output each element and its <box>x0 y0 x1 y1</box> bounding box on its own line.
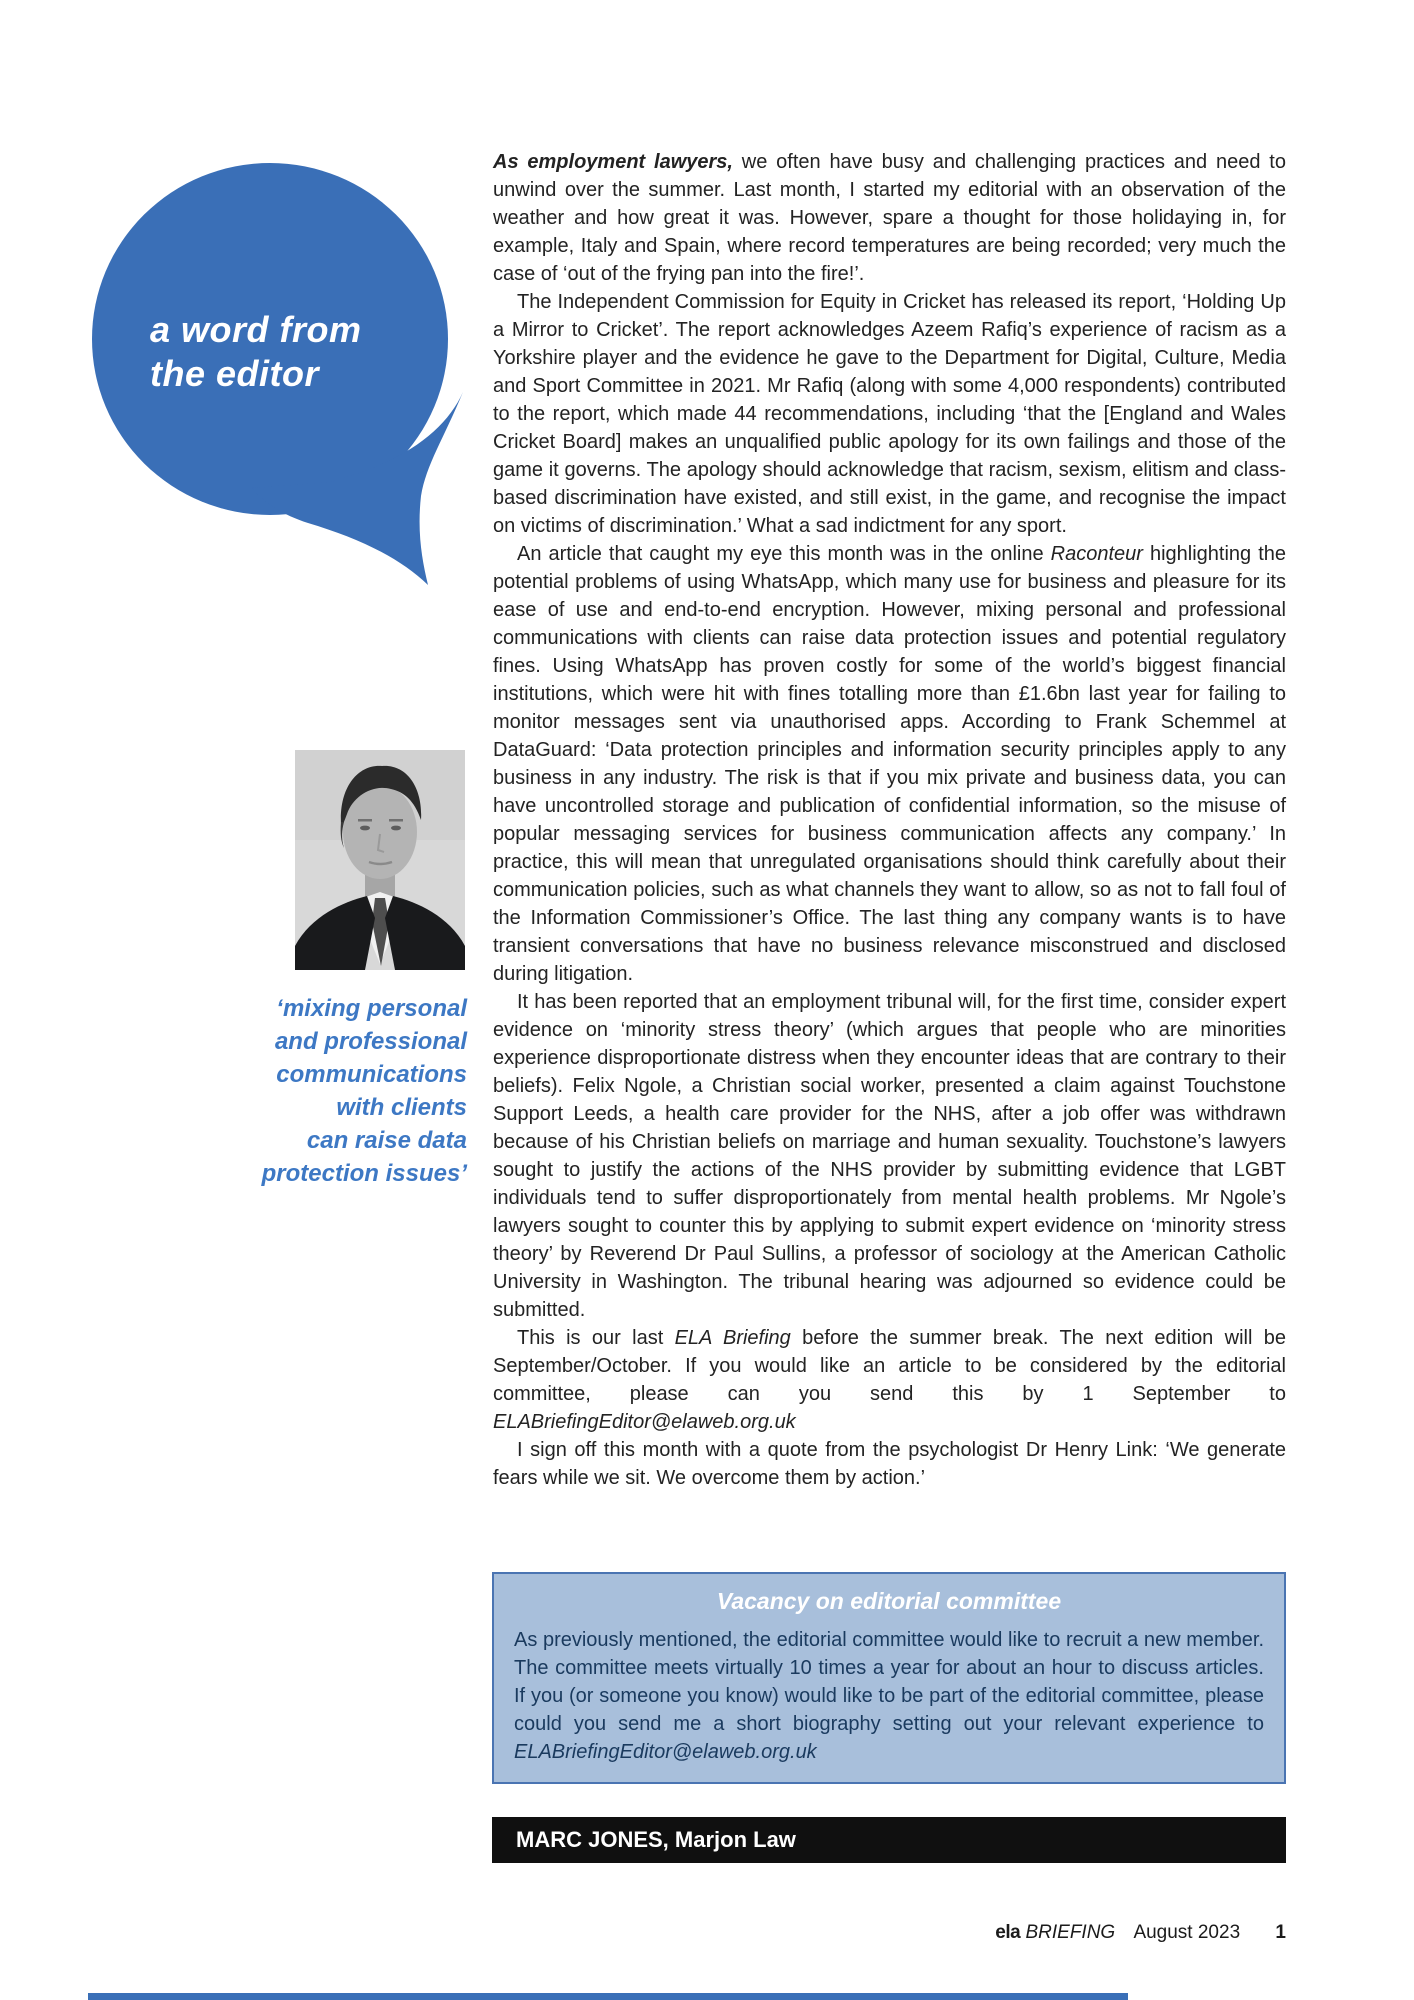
footer-issue-date: August 2023 <box>1133 1922 1241 1943</box>
publication-name: ELA Briefing <box>674 1327 791 1349</box>
editor-photo <box>295 750 465 970</box>
paragraph-intro <box>493 148 1286 288</box>
footer-brand-logo: ela <box>995 1922 1021 1943</box>
pull-quote-line: communications <box>276 1061 467 1088</box>
vacancy-box-title: Vacancy on editorial committee <box>716 1588 1062 1614</box>
footer-page-number: 1 <box>1275 1922 1286 1943</box>
pull-quote-line: can raise data <box>306 1127 467 1154</box>
page-footer <box>492 1922 1286 1944</box>
editor-email: ELABriefingEditor@elaweb.org.uk <box>514 1741 817 1763</box>
paragraph-text: we often have busy and challenging practices and need to unwind over the summer. Last month, I started my editorial with an observation of the weather and how great it was. However, spare a thought for those holidaying in, for example, Italy and Spain, where record temperatures are being recorded; very much the case of ‘out of the frying pan into the fire!’. <box>493 151 1286 285</box>
pull-quote-line: ‘mixing personal <box>276 995 467 1022</box>
paragraph-text: It has been reported that an employment tribunal will, for the first time, consider expert evidence on ‘minority stress theory’ (which argues that people who are minorities experience disproportionate distress when they encounter ideas that are contrary to their beliefs). Felix Ngole, a Christian social worker, presented a claim against Touchstone Support Leeds, a health care provider for the NHS, after a job offer was withdrawn because of his Christian beliefs on marriage and human sexuality. Touchstone’s lawyers sought to justify the actions of the NHS provider by submitting evidence that LGBT individuals tend to suffer disproportionately from mental health problems. Mr Ngole’s lawyers sought to counter this by applying to submit expert evidence on ‘minority stress theory’ by Reverend Dr Paul Sullins, a professor of sociology at the American Catholic University in Washington. The tribunal hearing was adjourned so evidence could be submitted. <box>493 991 1286 1321</box>
bottom-edge-strip <box>88 1993 1128 2000</box>
pull-quote-line: protection issues’ <box>261 1160 467 1187</box>
paragraph-text: before the summer break. The next edition will be September/October. If you would like an article to be considered by the editorial committee, please can you send this by 1 September to <box>493 1327 1286 1405</box>
paragraph-tribunal <box>493 988 1286 1324</box>
publication-name: Raconteur <box>1050 543 1143 565</box>
pull-quote <box>215 992 467 1190</box>
pull-quote-line: and professional <box>274 1028 467 1055</box>
paragraph-cricket <box>493 288 1286 540</box>
vacancy-box-body <box>514 1626 1264 1766</box>
vacancy-notice-box <box>492 1572 1286 1784</box>
editorial-body <box>493 148 1286 1492</box>
author-byline-bar <box>492 1817 1286 1863</box>
paragraph-text: highlighting the potential problems of using WhatsApp, which many use for business and pleasure for its ease of use and end-to-end encryption. However, mixing personal and professional communications with clients can raise data protection issues and potential regulatory fines. Using WhatsApp has proven costly for some of the world’s biggest financial institutions, which were hit with fines totalling more than £1.6bn last year for failing to monitor messages sent via unauthorised apps. According to Frank Schemmel at DataGuard: ‘Data protection principles and information security principles apply to any business in any industry. The risk is that if you mix private and business data, you can have uncontrolled storage and publication of confidential information, so the misuse of popular messaging services for business communication affects any company.’ In practice, this will mean that unregulated organisations should think carefully about their communication policies, such as what channels they want to allow, so as not to fall foul of the Information Commissioner’s Office. The last thing any company wants is to have transient conversations that have no business relevance misconstrued and disclosed during litigation. <box>493 543 1286 985</box>
paragraph-signoff <box>493 1436 1286 1492</box>
vacancy-text: As previously mentioned, the editorial committee would like to recruit a new member. The committee meets virtually 10 times a year for about an hour to discuss articles. If you (or someone you know) would like to be part of the editorial committee, please could you send me a short biography setting out your relevant experience to <box>514 1629 1264 1735</box>
author-byline: MARC JONES, Marjon Law <box>516 1827 796 1852</box>
editor-email: ELABriefingEditor@elaweb.org.uk <box>493 1411 796 1433</box>
masthead-title <box>150 308 430 396</box>
paragraph-text: This is our last <box>517 1327 675 1349</box>
footer-brand-title: BRIEFING <box>1025 1922 1116 1943</box>
paragraph-text: The Independent Commission for Equity in Cricket has released its report, ‘Holding Up a Mirror to Cricket’. The report acknowledges Azeem Rafiq’s experience of racism as a Yorkshire player and the evidence he gave to the Department for Digital, Culture, Media and Sport Committee in 2021. Mr Rafiq (along with some 4,000 respondents) contributed to the report, which made 44 recommendations, including ‘that the [England and Wales Cricket Board] makes an unqualified public apology for its own failings and those of the game it governs. The apology should acknowledge that racism, sexism, elitism and class-based discrimination have existed, and still exist, in the game, and recognise the impact on victims of discrimination.’ What a sad indictment for any sport. <box>493 291 1286 537</box>
lead-in-phrase: As employment lawyers, <box>493 151 733 173</box>
paragraph-text: I sign off this month with a quote from the psychologist Dr Henry Link: ‘We generate fears while we sit. We overcome them by action.’ <box>493 1439 1286 1489</box>
paragraph-whatsapp <box>493 540 1286 988</box>
paragraph-text: An article that caught my eye this month was in the online <box>517 543 1051 565</box>
masthead-title-line1: a word from <box>150 309 362 350</box>
masthead-title-line2: the editor <box>150 353 320 394</box>
pull-quote-line: with clients <box>336 1094 467 1121</box>
paragraph-next-edition <box>493 1324 1286 1436</box>
